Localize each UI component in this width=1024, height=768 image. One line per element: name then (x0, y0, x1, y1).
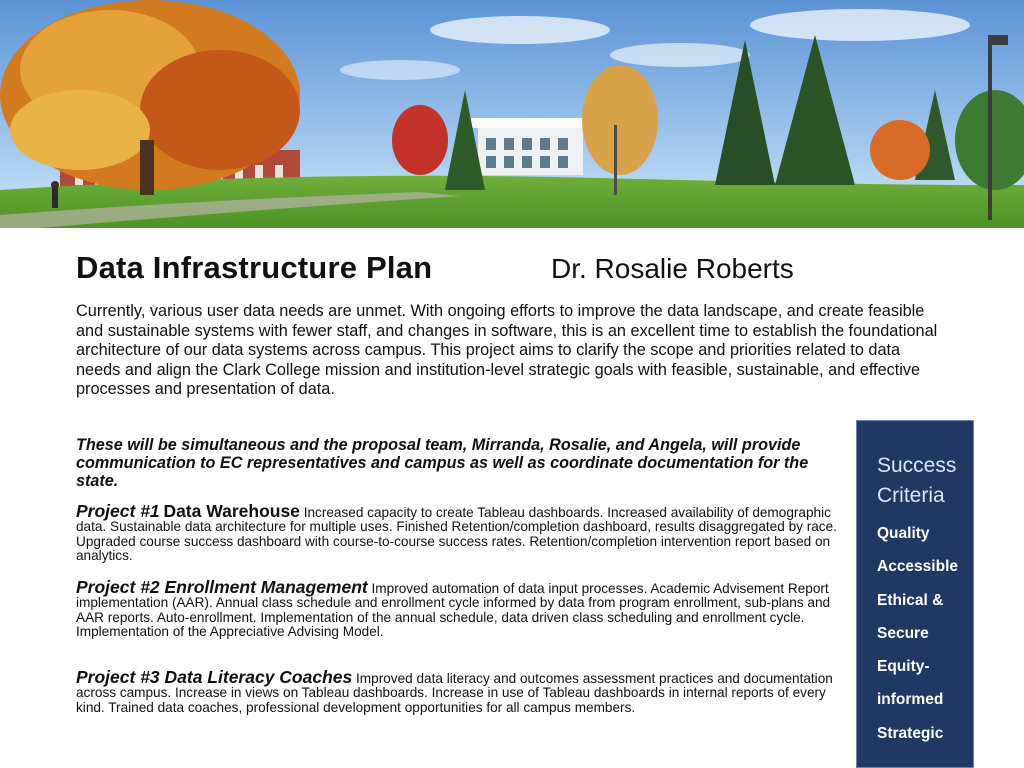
project-3-description: Improved data literacy and outcomes assessment practices and documentation across campus. Increase in views on Tableau dashboards. Increase in use of Tableau dashboards in internal reports of every kind. Trained data coaches, professional development opportunities for all campus members. (76, 671, 833, 715)
criteria-item-informed: informed (877, 691, 944, 709)
intro-paragraph: Currently, various user data needs are unmet. With ongoing efforts to improve the data landscape, and create feasible and sustainable systems with fewer staff, and changes in software, this is an excellent time to establish the foundational architecture of our data systems across campus. This project aims to clarify the scope and priorities related to data needs and align the Clark College mission and institution-level strategic goals with feasible, sustainable, and effective processes and presentation of data. (76, 302, 938, 398)
project-1-title: Data Warehouse (163, 501, 300, 521)
project-1-description: Increased capacity to create Tableau dashboards. Increased availability of demographic data. Sustainable data architecture for multiple uses. Finished Retention/completion dashboard, results disaggregated by race. Upgraded course success dashboard with course-to-course success rates. Retention/completion intervention report based on analytics. (76, 505, 837, 564)
project-2-block (76, 577, 846, 640)
criteria-item-strategic: Strategic (877, 724, 944, 742)
criteria-item-ethical: Ethical & (877, 591, 944, 609)
criteria-item-equity: Equity- (877, 658, 930, 676)
success-criteria-panel (856, 420, 974, 768)
project-1-block (76, 501, 846, 564)
page-title: Data Infrastructure Plan (76, 250, 433, 285)
project-3-block (76, 667, 846, 715)
criteria-item-quality: Quality (877, 525, 930, 542)
project-2-name: Project #2 Enrollment Management (76, 577, 368, 597)
project-2-description: Improved automation of data input processes. Academic Advisement Report implementation (AAR). Annual class schedule and enrollment cycle informed by data from program enrollment, sub-plans and AAR reports. Auto-enrollment. Implementation of the annual schedule, data driven class scheduling and enrollment cycle. Implementation of the Appreciative Advising Model. (76, 581, 831, 640)
author-name: Dr. Rosalie Roberts (551, 253, 794, 284)
criteria-item-secure: Secure (877, 624, 929, 642)
project-1-name: Project #1 (76, 501, 160, 521)
proposal-team-note: These will be simultaneous and the proposal team, Mirranda, Rosalie, and Angela, will provide communication to EC representatives and campus as well as coordinate documentation for the state. (76, 436, 809, 490)
success-criteria-heading-line1: Success (877, 454, 957, 477)
project-3-name: Project #3 Data Literacy Coaches (76, 667, 353, 687)
success-criteria-list (877, 517, 973, 750)
campus-banner-photo (0, 0, 1024, 228)
success-criteria-heading-line2: Criteria (877, 484, 945, 507)
campus-photo-illustration (0, 0, 1024, 228)
criteria-item-accessible: Accessible (877, 558, 958, 576)
success-criteria-heading (877, 451, 973, 511)
